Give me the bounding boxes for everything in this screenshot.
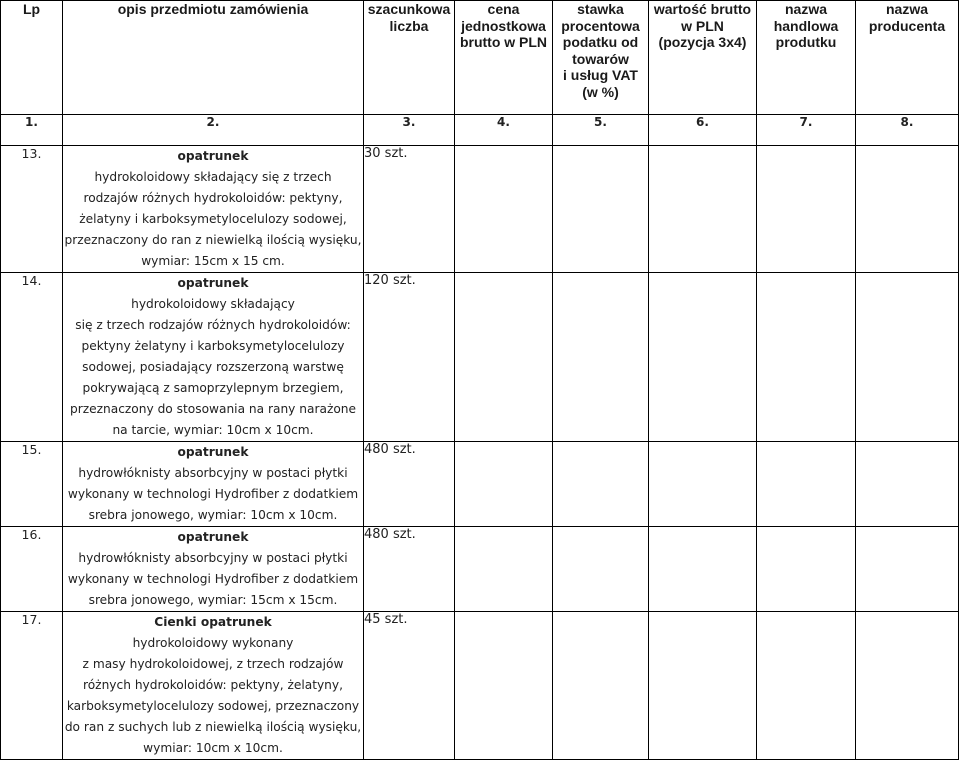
gross-value-cell[interactable] xyxy=(649,527,757,612)
item-description-line: hydrokoloidowy składający xyxy=(131,297,295,311)
item-description-line: hydrokoloidowy wykonany xyxy=(132,636,294,650)
vat-rate-cell[interactable] xyxy=(553,442,649,527)
vat-rate-cell[interactable] xyxy=(553,146,649,273)
column-number: 5. xyxy=(553,115,649,146)
gross-value-cell[interactable] xyxy=(649,146,757,273)
table-row xyxy=(1,146,959,273)
item-description-line: hydrowłóknisty absorbcyjny w postaci płytki xyxy=(78,466,348,480)
column-number: 4. xyxy=(455,115,553,146)
item-description-line: wykonany w technologi Hydrofiber z dodatkiem xyxy=(67,487,359,501)
item-description-line: hydrokoloidowy składający się z trzech xyxy=(94,170,332,184)
header-trade-name: nazwa handlowa produtku xyxy=(757,1,856,115)
trade-name-cell[interactable] xyxy=(757,527,856,612)
item-description-line: na tarcie, wymiar: 10cm x 10cm. xyxy=(112,423,314,437)
header-lp: Lp xyxy=(1,1,63,115)
item-description xyxy=(63,612,364,760)
item-quantity: 45 szt. xyxy=(364,612,455,760)
item-description-line: srebra jonowego, wymiar: 15cm x 15cm. xyxy=(88,593,338,607)
item-title: opatrunek xyxy=(177,149,249,163)
item-description-line: rodzajów różnych hydrokoloidów: pektyny, xyxy=(83,191,343,205)
producer-cell[interactable] xyxy=(856,442,959,527)
item-quantity: 30 szt. xyxy=(364,146,455,273)
gross-value-cell[interactable] xyxy=(649,442,757,527)
trade-name-cell[interactable] xyxy=(757,146,856,273)
item-description-line: sodowej, posiadający rozszerzoną warstwę xyxy=(82,360,344,374)
unit-price-cell[interactable] xyxy=(455,146,553,273)
row-number: 16. xyxy=(1,527,63,612)
header-unit-price: cena jednostkowa brutto w PLN xyxy=(455,1,553,115)
table-row xyxy=(1,273,959,442)
item-description-line: przeznaczony do ran z niewielką ilością wysięku, xyxy=(64,233,362,247)
trade-name-cell[interactable] xyxy=(757,612,856,760)
producer-cell[interactable] xyxy=(856,612,959,760)
item-description xyxy=(63,442,364,527)
item-description-line: wymiar: 10cm x 10cm. xyxy=(143,741,283,755)
column-number: 2. xyxy=(63,115,364,146)
item-description-line: karboksymetylocelulozy sodowej, przeznaczony xyxy=(66,699,360,713)
item-description-line: pektyny żelatyny i karboksymetylocelulozy xyxy=(81,339,345,353)
item-description xyxy=(63,146,364,273)
header-vat-rate: stawka procentowa podatku od towarów i usług VAT (w %) xyxy=(553,1,649,115)
unit-price-cell[interactable] xyxy=(455,273,553,442)
producer-cell[interactable] xyxy=(856,273,959,442)
column-number: 7. xyxy=(757,115,856,146)
item-description xyxy=(63,273,364,442)
column-number-row xyxy=(1,115,959,146)
header-description: opis przedmiotu zamówienia xyxy=(63,1,364,115)
item-description-line: wykonany w technologi Hydrofiber z dodatkiem xyxy=(67,572,359,586)
header-quantity: szacunkowa liczba xyxy=(364,1,455,115)
item-description xyxy=(63,527,364,612)
column-number: 8. xyxy=(856,115,959,146)
row-number: 13. xyxy=(1,146,63,273)
item-title: opatrunek xyxy=(177,445,249,459)
header-gross-value: wartość brutto w PLN (pozycja 3x4) xyxy=(649,1,757,115)
table-row xyxy=(1,442,959,527)
item-description-line: do ran z suchych lub z niewielką ilością wysięku, xyxy=(64,720,362,734)
column-number: 3. xyxy=(364,115,455,146)
item-description-line: z masy hydrokoloidowej, z trzech rodzajów xyxy=(82,657,344,671)
row-number: 14. xyxy=(1,273,63,442)
item-description-line: hydrowłóknisty absorbcyjny w postaci płytki xyxy=(78,551,348,565)
header-producer: nazwa producenta xyxy=(856,1,959,115)
row-number: 17. xyxy=(1,612,63,760)
producer-cell[interactable] xyxy=(856,527,959,612)
item-title: opatrunek xyxy=(177,530,249,544)
gross-value-cell[interactable] xyxy=(649,273,757,442)
vat-rate-cell[interactable] xyxy=(553,527,649,612)
item-quantity: 480 szt. xyxy=(364,442,455,527)
trade-name-cell[interactable] xyxy=(757,442,856,527)
item-title: Cienki opatrunek xyxy=(154,615,272,629)
column-number: 6. xyxy=(649,115,757,146)
table-row xyxy=(1,612,959,760)
gross-value-cell[interactable] xyxy=(649,612,757,760)
item-quantity: 480 szt. xyxy=(364,527,455,612)
column-number: 1. xyxy=(1,115,63,146)
unit-price-cell[interactable] xyxy=(455,612,553,760)
row-number: 15. xyxy=(1,442,63,527)
vat-rate-cell[interactable] xyxy=(553,273,649,442)
header-row xyxy=(1,1,959,115)
item-title: opatrunek xyxy=(177,276,249,290)
item-description-line: przeznaczony do stosowania na rany narażone xyxy=(69,402,357,416)
item-quantity: 120 szt. xyxy=(364,273,455,442)
item-description-line: żelatyny i karboksymetylocelulozy sodowej, xyxy=(79,212,347,226)
item-description-line: różnych hydrokoloidów: pektyny, żelatyny, xyxy=(82,678,343,692)
trade-name-cell[interactable] xyxy=(757,273,856,442)
item-description-line: pokrywającą z samoprzylepnym brzegiem, xyxy=(82,381,344,395)
unit-price-cell[interactable] xyxy=(455,442,553,527)
table-row xyxy=(1,527,959,612)
unit-price-cell[interactable] xyxy=(455,527,553,612)
producer-cell[interactable] xyxy=(856,146,959,273)
item-description-line: srebra jonowego, wymiar: 10cm x 10cm. xyxy=(88,508,338,522)
vat-rate-cell[interactable] xyxy=(553,612,649,760)
item-description-line: się z trzech rodzajów różnych hydrokoloidów: xyxy=(75,318,351,332)
item-description-line: wymiar: 15cm x 15 cm. xyxy=(141,254,285,268)
